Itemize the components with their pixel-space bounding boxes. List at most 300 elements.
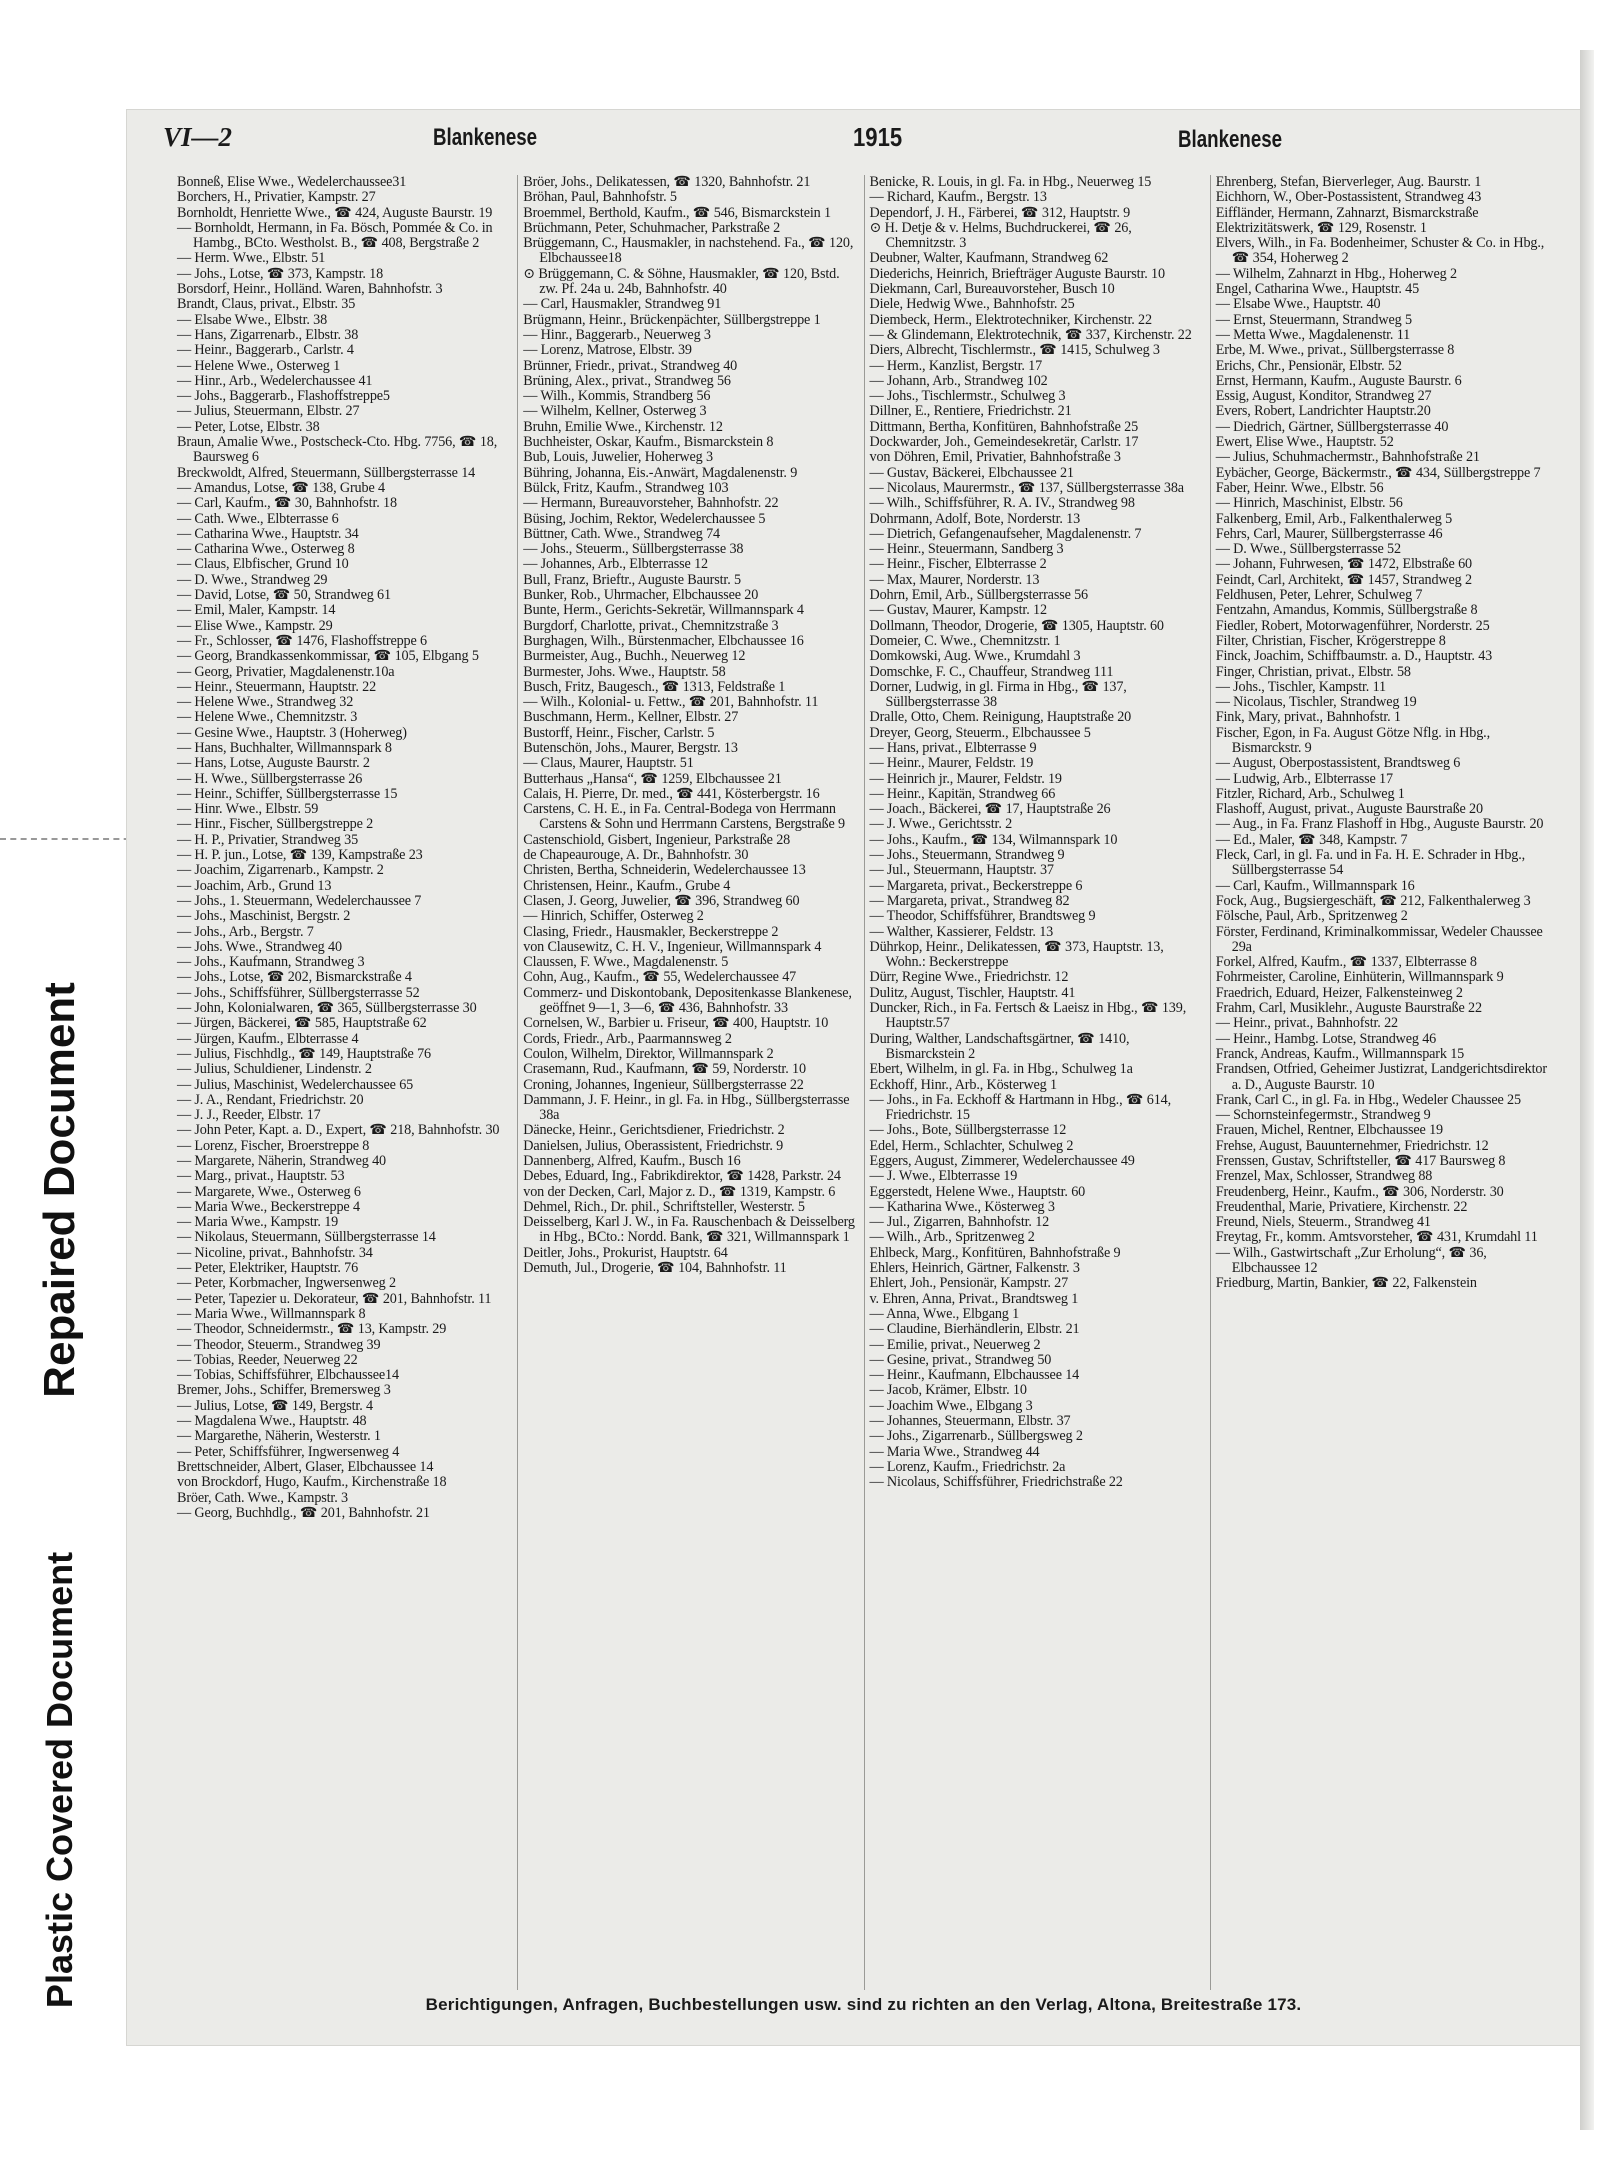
directory-entry: During, Walther, Landschaftsgärtner, ☎ 1410, Bismarckstein 2 bbox=[869, 1030, 1130, 1062]
directory-entry: Christensen, Heinr., Kaufm., Grube 4 bbox=[523, 877, 731, 894]
directory-entry: Clasing, Friedr., Hausmakler, Beckerstreppe 2 bbox=[523, 923, 779, 940]
directory-entry: — Johs., 1. Steuermann, Wedelerchaussee 7 bbox=[177, 892, 422, 909]
directory-entry: Dannenberg, Alfred, Kaufm., Busch 16 bbox=[523, 1153, 741, 1169]
directory-entry: Cords, Friedr., Arb., Paarmannsweg 2 bbox=[523, 1030, 732, 1047]
directory-entry: Commerz- und Diskontobank, Depositenkasse Blankenese, geöffnet 9—1, 3—6, ☎ 436, Bahnhofstr. 33 bbox=[523, 984, 852, 1017]
directory-entry: Eckhoff, Hinr., Arb., Kösterweg 1 bbox=[869, 1076, 1057, 1093]
directory-entry: Büsing, Jochim, Rektor, Wedelerchaussee 5 bbox=[523, 510, 766, 527]
directory-entry: — Amandus, Lotse, ☎ 138, Grube 4 bbox=[177, 479, 385, 496]
directory-entry: — Johann, Arb., Strandweg 102 bbox=[869, 372, 1048, 389]
directory-entry: Deitler, Johs., Prokurist, Hauptstr. 64 bbox=[523, 1244, 728, 1261]
directory-entry: Freudenthal, Marie, Privatiere, Kirchenstr. 22 bbox=[1215, 1198, 1468, 1215]
directory-entry: — Maria Wwe., Strandweg 44 bbox=[869, 1443, 1040, 1460]
directory-entry: — Catharina Wwe., Osterweg 8 bbox=[177, 541, 355, 558]
directory-entry: — Johs., Lotse, ☎ 373, Kampstr. 18 bbox=[177, 265, 384, 282]
directory-entry: Freytag, Fr., komm. Amtsvorsteher, ☎ 431, Krumdahl 11 bbox=[1215, 1229, 1538, 1246]
directory-entry: Burmeister, Aug., Buchh., Neuerweg 12 bbox=[523, 648, 746, 665]
directory-entry: Dohrmann, Adolf, Bote, Norderstr. 13 bbox=[869, 510, 1081, 527]
directory-entry: Burgdorf, Charlotte, privat., Chemnitzstraße 3 bbox=[523, 617, 779, 634]
directory-entry: — Margarete, Wwe., Osterweg 6 bbox=[177, 1183, 361, 1200]
directory-entry: Deisselberg, Karl J. W., in Fa. Rauschenbach & Deisselberg in Hbg., BCto.: Nordd. Bank, ☎ 321, Willmannspark 1 bbox=[523, 1214, 855, 1246]
directory-entry: Diederichs, Heinrich, Briefträger Auguste Baurstr. 10 bbox=[869, 265, 1165, 282]
directory-entry: — Heinr., privat., Bahnhofstr. 22 bbox=[1215, 1015, 1398, 1032]
directory-entry: — Anna, Wwe., Elbgang 1 bbox=[869, 1305, 1020, 1322]
directory-entry: — Georg, Privatier, Magdalenenstr.10a bbox=[177, 663, 395, 680]
directory-entry: Brüchmann, Peter, Schuhmacher, Parkstraße 2 bbox=[523, 219, 781, 236]
directory-entry: — Johs., Schiffsführer, Süllbergsterrasse 52 bbox=[177, 984, 420, 1001]
directory-entry: — Julius, Schuhmachermstr., Bahnhofstraße 21 bbox=[1215, 449, 1480, 466]
publisher-note: Berichtigungen, Anfragen, Buchbestellungen usw. sind zu richten an den Verlag, Altona, Breitestraße 173. bbox=[425, 1995, 1302, 2014]
directory-entry: Fitzler, Richard, Arb., Schulweg 1 bbox=[1215, 785, 1405, 802]
directory-entry: Borchers, H., Privatier, Kampstr. 27 bbox=[177, 189, 376, 206]
page-number: VI—2 bbox=[163, 122, 233, 152]
directory-entry: — Magdalena Wwe., Hauptstr. 48 bbox=[177, 1413, 367, 1430]
directory-entry: Bunte, Herm., Gerichts-Sekretär, Willmannspark 4 bbox=[523, 602, 804, 619]
directory-entry: Claussen, F. Wwe., Magdalenenstr. 5 bbox=[523, 954, 729, 971]
directory-entry: — Jul., Steuermann, Hauptstr. 37 bbox=[869, 862, 1054, 879]
directory-entry: Edel, Herm., Schlachter, Schulweg 2 bbox=[869, 1137, 1074, 1154]
directory-entry: Engel, Catharina Wwe., Hauptstr. 45 bbox=[1215, 281, 1420, 298]
directory-entry: — Johs., Arb., Bergstr. 7 bbox=[177, 923, 314, 940]
directory-entry: — Diedrich, Gärtner, Süllbergsterrasse 40 bbox=[1215, 418, 1449, 435]
directory-entry: Flashoff, August, privat., Auguste Baurstraße 20 bbox=[1215, 801, 1483, 818]
directory-entry: Bröer, Johs., Delikatessen, ☎ 1320, Bahnhofstr. 21 bbox=[523, 175, 811, 190]
directory-entry: Brügmann, Heinr., Brückenpächter, Süllbergstreppe 1 bbox=[523, 311, 821, 328]
directory-entry: Ehlers, Heinrich, Gärtner, Falkenstr. 3 bbox=[869, 1260, 1080, 1277]
directory-entry: Diembeck, Herm., Elektrotechniker, Kirchenstr. 22 bbox=[869, 311, 1152, 328]
directory-entry: — Hinrich, Schiffer, Osterweg 2 bbox=[523, 908, 704, 925]
directory-entry: — Lorenz, Fischer, Broerstreppe 8 bbox=[177, 1137, 370, 1154]
directory-entry: — Elsabe Wwe., Hauptstr. 40 bbox=[1215, 296, 1381, 313]
directory-entry: — Julius, Lotse, ☎ 149, Bergstr. 4 bbox=[177, 1397, 373, 1414]
directory-entry: Frahm, Carl, Musiklehr., Auguste Baurstraße 22 bbox=[1215, 1000, 1482, 1017]
directory-entry: — Margarethe, Näherin, Westerstr. 1 bbox=[177, 1428, 381, 1445]
directory-entry: — Wilhelm, Zahnarzt in Hbg., Hoherweg 2 bbox=[1215, 265, 1457, 282]
directory-entry: Domeier, C. Wwe., Chemnitzstr. 1 bbox=[869, 632, 1061, 649]
directory-entry: — Joachim, Arb., Grund 13 bbox=[177, 877, 332, 894]
directory-entry: — Wilh., Kommis, Strandberg 56 bbox=[523, 388, 711, 405]
directory-entry: Borsdorf, Heinr., Holländ. Waren, Bahnhofstr. 3 bbox=[177, 281, 443, 298]
directory-entry: Forkel, Alfred, Kaufm., ☎ 1337, Elbterrasse 8 bbox=[1215, 954, 1477, 971]
directory-entry: Feldhusen, Peter, Lehrer, Schulweg 7 bbox=[1215, 587, 1423, 604]
directory-entry: Burghagen, Wilh., Bürstenmacher, Elbchaussee 16 bbox=[523, 632, 804, 649]
directory-entry: Freund, Niels, Steuerm., Strandweg 41 bbox=[1215, 1214, 1431, 1231]
directory-entry: Filter, Christian, Fischer, Krögerstreppe 8 bbox=[1215, 632, 1446, 649]
directory-entry: Bröhan, Paul, Bahnhofstr. 5 bbox=[523, 189, 677, 206]
directory-entry: — Hinr., Arb., Wedelerchaussee 41 bbox=[177, 372, 373, 389]
directory-entry: — Johs. Wwe., Strandweg 40 bbox=[177, 938, 342, 955]
directory-entry: — Carl, Hausmakler, Strandweg 91 bbox=[523, 296, 722, 313]
directory-entry: — Schornsteinfegermstr., Strandweg 9 bbox=[1215, 1107, 1431, 1124]
directory-entry: — Maria Wwe., Beckerstreppe 4 bbox=[177, 1198, 360, 1215]
directory-entry: Fischer, Egon, in Fa. August Götze Nflg. in Hbg., Bismarckstr. 9 bbox=[1215, 724, 1490, 756]
running-title-left: Blankenese bbox=[433, 124, 538, 151]
directory-entry: — John Peter, Kapt. a. D., Expert, ☎ 218, Bahnhofstr. 30 bbox=[177, 1122, 500, 1139]
directory-entry: — Gesine Wwe., Hauptstr. 3 (Hoherweg) bbox=[177, 724, 407, 741]
directory-entry: — Johannes, Steuermann, Elbstr. 37 bbox=[869, 1413, 1071, 1430]
directory-entry: Frauen, Michel, Rentner, Elbchaussee 19 bbox=[1215, 1122, 1443, 1139]
directory-entry: — Julius, Maschinist, Wedelerchaussee 65 bbox=[177, 1076, 414, 1093]
directory-entry: — Georg, Brandkassenkommissar, ☎ 105, Elbgang 5 bbox=[177, 648, 479, 665]
directory-entry: — Hinrich, Maschinist, Elbstr. 56 bbox=[1215, 495, 1403, 512]
directory-entry: Bremer, Johs., Schiffer, Bremersweg 3 bbox=[177, 1382, 391, 1399]
directory-entry: Fraedrich, Eduard, Heizer, Falkensteinweg 2 bbox=[1215, 984, 1463, 1001]
directory-entry: Carstens, C. H. E., in Fa. Central-Bodega von Herrmann Carstens & Sohn und Herrmann Carstens, Bergstraße 9 bbox=[523, 801, 845, 833]
directory-entry: — Wilh., Arb., Spritzenweg 2 bbox=[869, 1229, 1035, 1246]
directory-entry: Bülck, Fritz, Kaufm., Strandweg 103 bbox=[523, 479, 729, 496]
directory-entry: — D. Wwe., Strandweg 29 bbox=[177, 571, 328, 588]
directory-entry: — J. Wwe., Elbterrasse 19 bbox=[869, 1168, 1018, 1185]
directory-entry: Danielsen, Julius, Oberassistent, Friedrichstr. 9 bbox=[523, 1137, 784, 1154]
directory-entry: — Wilh., Gastwirtschaft „Zur Erholung“, ☎ 36, Elbchaussee 12 bbox=[1215, 1244, 1487, 1277]
directory-entry: — Claudine, Bierhändlerin, Elbstr. 21 bbox=[869, 1321, 1080, 1338]
directory-entry: — Julius, Schuldiener, Lindenstr. 2 bbox=[177, 1061, 372, 1078]
directory-entry: — Helene Wwe., Osterweg 1 bbox=[177, 357, 341, 374]
directory-entry: — Claus, Elbfischer, Grund 10 bbox=[177, 556, 349, 573]
directory-entry: Evers, Robert, Landrichter Hauptstr.20 bbox=[1215, 403, 1431, 420]
directory-entry: Eichhorn, W., Ober-Postassistent, Strandweg 43 bbox=[1215, 189, 1482, 206]
directory-entry: Brünner, Friedr., privat., Strandweg 40 bbox=[523, 357, 738, 374]
directory-entry: — Gesine, privat., Strandweg 50 bbox=[869, 1351, 1052, 1368]
directory-entry: — Joach., Bäckerei, ☎ 17, Hauptstraße 26 bbox=[869, 801, 1111, 818]
directory-entry: Elvers, Wilh., in Fa. Bodenheimer, Schuster & Co. in Hbg., ☎ 354, Hoherweg 2 bbox=[1215, 235, 1545, 267]
directory-entry: — Marg., privat., Hauptstr. 53 bbox=[177, 1168, 345, 1185]
directory-entry: Bonneß, Elise Wwe., Wedelerchaussee31 bbox=[177, 175, 407, 190]
directory-entry: — Johs., Baggerarb., Flashoffstreppe5 bbox=[177, 388, 390, 405]
directory-entry: Bröer, Cath. Wwe., Kampstr. 3 bbox=[177, 1489, 348, 1506]
directory-entry: Eybächer, George, Bäckermstr., ☎ 434, Süllbergstreppe 7 bbox=[1215, 464, 1541, 481]
directory-entry: — Theodor, Schneidermstr., ☎ 13, Kampstr. 29 bbox=[177, 1321, 447, 1338]
directory-entry: Frenzel, Max, Schlosser, Strandweg 88 bbox=[1215, 1168, 1433, 1185]
side-labels bbox=[0, 0, 120, 2177]
directory-entry: — Lorenz, Kaufm., Friedrichstr. 2a bbox=[869, 1458, 1066, 1475]
directory-columns bbox=[172, 175, 1557, 1990]
directory-entry: Buchheister, Oskar, Kaufm., Bismarckstein 8 bbox=[523, 434, 774, 451]
directory-entry: Eggers, August, Zimmerer, Wedelerchaussee 49 bbox=[869, 1153, 1135, 1169]
directory-entry: — Emil, Maler, Kampstr. 14 bbox=[177, 602, 336, 619]
directory-entry: von Brockdorf, Hugo, Kaufm., Kirchenstraße 18 bbox=[177, 1474, 447, 1491]
perforation-line bbox=[0, 838, 140, 840]
directory-entry: — Hans, Lotse, Auguste Baurstr. 2 bbox=[177, 755, 370, 772]
directory-entry: — August, Oberpostassistent, Brandtsweg 6 bbox=[1215, 755, 1461, 772]
directory-entry: — Carl, Kaufm., Willmannspark 16 bbox=[1215, 877, 1415, 894]
directory-entry: Bustorff, Heinr., Fischer, Carlstr. 5 bbox=[523, 724, 715, 741]
directory-entry: — Hinr. Wwe., Elbstr. 59 bbox=[177, 801, 319, 818]
directory-entry: — Hinr., Baggerarb., Neuerweg 3 bbox=[523, 326, 711, 343]
directory-entry: — Maria Wwe., Kampstr. 19 bbox=[177, 1214, 339, 1231]
directory-entry: Dürr, Regine Wwe., Friedrichstr. 12 bbox=[869, 969, 1069, 986]
directory-entry: Ehrenberg, Stefan, Bierverleger, Aug. Baurstr. 1 bbox=[1215, 175, 1482, 190]
directory-entry: — Tobias, Schiffsführer, Elbchaussee14 bbox=[177, 1367, 399, 1384]
directory-entry: — Maria Wwe., Willmannspark 8 bbox=[177, 1305, 366, 1322]
directory-entry: Franck, Andreas, Kaufm., Willmannspark 15 bbox=[1215, 1045, 1465, 1062]
directory-entry: Crasemann, Rud., Kaufmann, ☎ 59, Norderstr. 10 bbox=[523, 1061, 806, 1078]
directory-entry: — Peter, Schiffsführer, Ingwersenweg 4 bbox=[177, 1443, 400, 1460]
directory-entry: — H. P., Privatier, Strandweg 35 bbox=[177, 831, 359, 848]
directory-entry: Dehmel, Rich., Dr. phil., Schriftsteller, Westerstr. 5 bbox=[523, 1198, 805, 1215]
directory-entry: — Hermann, Bureauvorsteher, Bahnhofstr. 22 bbox=[523, 495, 779, 512]
directory-entry: — Hans, Buchhalter, Willmannspark 8 bbox=[177, 739, 392, 756]
directory-entry: — Walther, Kassierer, Feldstr. 13 bbox=[869, 923, 1054, 940]
directory-entry: — Nicolaus, Maurermstr., ☎ 137, Süllbergsterrasse 38a bbox=[869, 479, 1184, 496]
directory-entry: — Nicoline, privat., Bahnhofstr. 34 bbox=[177, 1244, 373, 1261]
directory-entry: — Heinr., Steuermann, Sandberg 3 bbox=[869, 541, 1064, 558]
directory-entry: — Wilh., Schiffsführer, R. A. IV., Strandweg 98 bbox=[869, 495, 1135, 512]
directory-entry: Dockwarder, Joh., Gemeindesekretär, Carlstr. 17 bbox=[869, 434, 1139, 451]
directory-entry: — Ed., Maler, ☎ 348, Kampstr. 7 bbox=[1215, 831, 1408, 848]
directory-entry: — Julius, Steuermann, Elbstr. 27 bbox=[177, 403, 360, 420]
directory-entry: — Johs., Zigarrenarb., Süllbergsweg 2 bbox=[869, 1428, 1083, 1445]
directory-entry: — Jacob, Krämer, Elbstr. 10 bbox=[869, 1382, 1027, 1399]
directory-entry: — Heinr., Fischer, Elbterrasse 2 bbox=[869, 556, 1047, 573]
directory-entry: — J. J., Reeder, Elbstr. 17 bbox=[177, 1107, 321, 1124]
directory-entry: — Hinr., Fischer, Süllbergstreppe 2 bbox=[177, 816, 374, 833]
directory-entry: Demuth, Jul., Drogerie, ☎ 104, Bahnhofstr. 11 bbox=[523, 1260, 787, 1277]
directory-entry: — Carl, Kaufm., ☎ 30, Bahnhofstr. 18 bbox=[177, 495, 397, 512]
directory-entry: Diers, Albrecht, Tischlermstr., ☎ 1415, Schulweg 3 bbox=[869, 342, 1160, 359]
directory-entry: — Margareta, privat., Strandweg 82 bbox=[869, 892, 1070, 909]
directory-entry: Frehse, August, Bauunternehmer, Friedrichstr. 12 bbox=[1215, 1137, 1489, 1154]
directory-entry: Eiffländer, Hermann, Zahnarzt, Bismarckstraße bbox=[1215, 204, 1479, 221]
directory-entry: Dohrn, Emil, Arb., Süllbergsterrasse 56 bbox=[869, 587, 1088, 604]
directory-entry: Feindt, Carl, Architekt, ☎ 1457, Strandweg 2 bbox=[1215, 571, 1472, 588]
column-2 bbox=[518, 175, 864, 1990]
directory-entry: — Ludwig, Arb., Elbterrasse 17 bbox=[1215, 770, 1393, 787]
directory-entry: de Chapeaurouge, A. Dr., Bahnhofstr. 30 bbox=[523, 847, 749, 864]
directory-entry: Ernst, Hermann, Kaufm., Auguste Baurstr. 6 bbox=[1215, 372, 1462, 389]
directory-entry: Dependorf, J. H., Färberei, ☎ 312, Hauptstr. 9 bbox=[869, 204, 1131, 221]
directory-entry: — Tobias, Reeder, Neuerweg 22 bbox=[177, 1351, 358, 1368]
directory-entry: — Herm., Kanzlist, Bergstr. 17 bbox=[869, 357, 1043, 374]
directory-entry: Deubner, Walter, Kaufmann, Strandweg 62 bbox=[869, 250, 1109, 267]
directory-entry: Dittmann, Bertha, Konfitüren, Bahnhofstraße 25 bbox=[869, 418, 1139, 435]
directory-entry: Butenschön, Johs., Maurer, Bergstr. 13 bbox=[523, 739, 738, 756]
directory-entry: Braun, Amalie Wwe., Postscheck-Cto. Hbg. 7756, ☎ 18, Baursweg 6 bbox=[177, 434, 498, 466]
directory-entry: — Hans, privat., Elbterrasse 9 bbox=[869, 739, 1037, 756]
directory-entry: — Cath. Wwe., Elbterrasse 6 bbox=[177, 510, 339, 527]
directory-entry: ⊙ H. Detje & v. Helms, Buchdruckerei, ☎ 26, Chemnitzstr. 3 bbox=[869, 219, 1132, 252]
directory-entry: Elektrizitätswerk, ☎ 129, Rosenstr. 1 bbox=[1215, 219, 1427, 236]
directory-entry: — Max, Maurer, Norderstr. 13 bbox=[869, 571, 1040, 588]
directory-entry: — Heinr., Steuermann, Hauptstr. 22 bbox=[177, 678, 377, 695]
directory-entry: — Gustav, Bäckerei, Elbchaussee 21 bbox=[869, 464, 1074, 481]
column-1 bbox=[172, 175, 518, 1990]
directory-entry: Fentzahn, Amandus, Kommis, Süllbergstraße 8 bbox=[1215, 602, 1478, 619]
directory-entry: Diekmann, Carl, Bureauvorsteher, Busch 10 bbox=[869, 281, 1115, 298]
directory-entry: Dillner, E., Rentiere, Friedrichstr. 21 bbox=[869, 403, 1072, 420]
directory-entry: Dulitz, August, Tischler, Hauptstr. 41 bbox=[869, 984, 1076, 1001]
directory-page bbox=[127, 110, 1580, 2045]
directory-entry: — Joachim, Zigarrenarb., Kampstr. 2 bbox=[177, 862, 384, 879]
directory-entry: — David, Lotse, ☎ 50, Strandweg 61 bbox=[177, 587, 391, 604]
directory-entry: — Peter, Elektriker, Hauptstr. 76 bbox=[177, 1260, 359, 1277]
directory-entry: — Jürgen, Kaufm., Elbterrasse 4 bbox=[177, 1030, 359, 1047]
directory-entry: — Johs., Lotse, ☎ 202, Bismarckstraße 4 bbox=[177, 969, 412, 986]
directory-entry: Frandsen, Otfried, Geheimer Justizrat, Landgerichtsdirektor a. D., Auguste Baurstr. 10 bbox=[1215, 1061, 1547, 1093]
directory-entry: — Peter, Tapezier u. Dekorateur, ☎ 201, Bahnhofstr. 11 bbox=[177, 1290, 492, 1307]
directory-entry: Bühring, Johanna, Eis.-Anwärt, Magdalenenstr. 9 bbox=[523, 464, 798, 481]
directory-entry: — Jürgen, Bäckerei, ☎ 585, Hauptstraße 62 bbox=[177, 1015, 427, 1032]
directory-entry: — Catharina Wwe., Hauptstr. 34 bbox=[177, 525, 359, 542]
directory-entry: — Nicolaus, Tischler, Strandweg 19 bbox=[1215, 694, 1417, 711]
directory-entry: — Peter, Lotse, Elbstr. 38 bbox=[177, 418, 320, 435]
directory-entry: Fohrmeister, Caroline, Einhüterin, Willmannspark 9 bbox=[1215, 969, 1504, 986]
directory-entry: — Johs., Steuermann, Strandweg 9 bbox=[869, 847, 1065, 864]
directory-entry: — Heinr., Baggerarb., Carlstr. 4 bbox=[177, 342, 354, 359]
directory-entry: Ehlbeck, Marg., Konfitüren, Bahnhofstraße 9 bbox=[869, 1244, 1121, 1261]
directory-entry: — Nikolaus, Steuermann, Süllbergsterrasse 14 bbox=[177, 1229, 436, 1246]
directory-entry: Buschmann, Herm., Kellner, Elbstr. 27 bbox=[523, 709, 739, 726]
directory-entry: — Wilhelm, Kellner, Osterweg 3 bbox=[523, 403, 707, 420]
directory-entry: — Margarete, Näherin, Strandweg 40 bbox=[177, 1153, 386, 1169]
directory-entry: — Georg, Buchhdlg., ☎ 201, Bahnhofstr. 21 bbox=[177, 1504, 430, 1521]
directory-entry: — H. P. jun., Lotse, ☎ 139, Kampstraße 23 bbox=[177, 847, 423, 864]
directory-entry: — Helene Wwe., Strandweg 32 bbox=[177, 694, 354, 711]
directory-entry: — Aug., in Fa. Franz Flashoff in Hbg., Auguste Baurstr. 20 bbox=[1215, 816, 1544, 833]
directory-entry: Dammann, J. F. Heinr., in gl. Fa. in Hbg., Süllbergsterrasse 38a bbox=[523, 1091, 850, 1124]
directory-entry: Bunker, Rob., Uhrmacher, Elbchaussee 20 bbox=[523, 587, 759, 604]
directory-entry: von der Decken, Carl, Major z. D., ☎ 1319, Kampstr. 6 bbox=[523, 1183, 836, 1200]
directory-entry: Fink, Mary, privat., Bahnhofstr. 1 bbox=[1215, 709, 1401, 726]
column-4 bbox=[1211, 175, 1557, 1990]
directory-entry: Cornelsen, W., Barbier u. Friseur, ☎ 400, Hauptstr. 10 bbox=[523, 1015, 829, 1032]
directory-entry: — Johs., Maschinist, Bergstr. 2 bbox=[177, 908, 351, 925]
directory-entry: Christen, Bertha, Schneiderin, Wedelerchaussee 13 bbox=[523, 862, 806, 879]
directory-entry: Croning, Johannes, Ingenieur, Süllbergsterrasse 22 bbox=[523, 1076, 804, 1093]
directory-entry: — Johs., Tischlermstr., Schulweg 3 bbox=[869, 388, 1066, 405]
directory-entry: — Heinr., Hambg. Lotse, Strandweg 46 bbox=[1215, 1030, 1437, 1047]
directory-entry: Dralle, Otto, Chem. Reinigung, Hauptstraße 20 bbox=[869, 709, 1132, 726]
directory-entry: Fleck, Carl, in gl. Fa. und in Fa. H. E. Schrader in Hbg., Süllbergsterrasse 54 bbox=[1215, 847, 1526, 879]
directory-entry: Dührkop, Heinr., Delikatessen, ☎ 373, Hauptstr. 13, Wohn.: Beckerstreppe bbox=[869, 938, 1164, 971]
directory-entry: Brettschneider, Albert, Glaser, Elbchaussee 14 bbox=[177, 1458, 434, 1475]
directory-entry: — Fr., Schlosser, ☎ 1476, Flashoffstreppe 6 bbox=[177, 632, 427, 649]
directory-entry: — Heinr., Schiffer, Süllbergsterrasse 15 bbox=[177, 785, 398, 802]
directory-entry: Ehlert, Joh., Pensionär, Kampstr. 27 bbox=[869, 1275, 1069, 1292]
directory-entry: — J. Wwe., Gerichtsstr. 2 bbox=[869, 816, 1013, 833]
directory-entry: — Claus, Maurer, Hauptstr. 51 bbox=[523, 755, 694, 772]
directory-entry: — Helene Wwe., Chemnitzstr. 3 bbox=[177, 709, 358, 726]
directory-entry: — Heinr., Kaufmann, Elbchaussee 14 bbox=[869, 1367, 1080, 1384]
year: 1915 bbox=[853, 122, 903, 152]
directory-entry: Frank, Carl C., in gl. Fa. in Hbg., Wedeler Chaussee 25 bbox=[1215, 1091, 1521, 1108]
directory-entry: Bornholdt, Henriette Wwe., ☎ 424, Auguste Baurstr. 19 bbox=[177, 204, 493, 221]
directory-entry: Brandt, Claus, privat., Elbstr. 35 bbox=[177, 296, 356, 313]
directory-entry: — Wilh., Kolonial- u. Fettw., ☎ 201, Bahnhofstr. 11 bbox=[523, 694, 819, 711]
directory-entry: — Johs., Tischler, Kampstr. 11 bbox=[1215, 678, 1386, 695]
repaired-document-label: Repaired Document bbox=[35, 982, 84, 1398]
running-title-right: Blankenese bbox=[1178, 126, 1283, 153]
directory-entry: — Heinr., Maurer, Feldstr. 19 bbox=[869, 755, 1034, 772]
directory-entry: — Julius, Fischhdlg., ☎ 149, Hauptstraße 76 bbox=[177, 1045, 431, 1062]
directory-entry: Cohn, Aug., Kaufm., ☎ 55, Wedelerchaussee 47 bbox=[523, 969, 797, 986]
directory-entry: Erbe, M. Wwe., privat., Süllbergsterrasse 8 bbox=[1215, 342, 1455, 359]
directory-entry: — Richard, Kaufm., Bergstr. 13 bbox=[869, 189, 1047, 206]
directory-entry: Fehrs, Carl, Maurer, Süllbergsterrasse 46 bbox=[1215, 525, 1443, 542]
directory-entry: Dreyer, Georg, Steuerm., Elbchaussee 5 bbox=[869, 724, 1091, 741]
directory-entry: ⊙ Brüggemann, C. & Söhne, Hausmakler, ☎ 120, Bstd. zw. Pf. 24a u. 24b, Bahnhofstr. 40 bbox=[523, 265, 840, 298]
directory-entry: Bub, Louis, Juwelier, Hoherweg 3 bbox=[523, 449, 713, 466]
directory-entry: Domkowski, Aug. Wwe., Krumdahl 3 bbox=[869, 648, 1081, 665]
directory-entry: Benicke, R. Louis, in gl. Fa. in Hbg., Neuerweg 15 bbox=[869, 175, 1152, 190]
directory-entry: — H. Wwe., Süllbergsterrasse 26 bbox=[177, 770, 363, 787]
directory-entry: Ewert, Elise Wwe., Hauptstr. 52 bbox=[1215, 434, 1394, 451]
directory-entry: Freudenberg, Heinr., Kaufm., ☎ 306, Norderstr. 30 bbox=[1215, 1183, 1504, 1200]
directory-entry: Busch, Fritz, Baugesch., ☎ 1313, Feldstraße 1 bbox=[523, 678, 786, 695]
directory-entry: — Ernst, Steuermann, Strandweg 5 bbox=[1215, 311, 1412, 328]
directory-entry: — Theodor, Schiffsführer, Brandtsweg 9 bbox=[869, 908, 1096, 925]
directory-entry: Clasen, J. Georg, Juwelier, ☎ 396, Strandweg 60 bbox=[523, 892, 800, 909]
directory-entry: — Lorenz, Matrose, Elbstr. 39 bbox=[523, 342, 692, 359]
directory-entry: — Johs., Kaufmann, Strandweg 3 bbox=[177, 954, 365, 971]
directory-entry: Faber, Heinr. Wwe., Elbstr. 56 bbox=[1215, 479, 1384, 496]
directory-entry: Broemmel, Berthold, Kaufm., ☎ 546, Bismarckstein 1 bbox=[523, 204, 831, 221]
directory-entry: — Dietrich, Gefangenaufseher, Magdalenenstr. 7 bbox=[869, 525, 1142, 542]
directory-entry: Essig, August, Konditor, Strandweg 27 bbox=[1215, 388, 1432, 405]
directory-entry: Debes, Eduard, Ing., Fabrikdirektor, ☎ 1428, Parkstr. 24 bbox=[523, 1168, 841, 1185]
directory-entry: — & Glindemann, Elektrotechnik, ☎ 337, Kirchenstr. 22 bbox=[869, 326, 1192, 343]
directory-entry: Calais, H. Pierre, Dr. med., ☎ 441, Kösterbergstr. 16 bbox=[523, 785, 820, 802]
directory-entry: Coulon, Wilhelm, Direktor, Willmannspark 2 bbox=[523, 1045, 774, 1062]
directory-entry: Fock, Aug., Bugsiergeschäft, ☎ 212, Falkenthalerweg 3 bbox=[1215, 892, 1531, 909]
directory-entry: Castenschiold, Gisbert, Ingenieur, Parkstraße 28 bbox=[523, 831, 791, 848]
directory-entry: Förster, Ferdinand, Kriminalkommissar, Wedeler Chaussee 29a bbox=[1215, 923, 1543, 955]
directory-entry: — Johann, Fuhrwesen, ☎ 1472, Elbstraße 60 bbox=[1215, 556, 1472, 573]
directory-entry: Diele, Hedwig Wwe., Bahnhofstr. 25 bbox=[869, 296, 1075, 313]
directory-entry: Dollmann, Theodor, Drogerie, ☎ 1305, Hauptstr. 60 bbox=[869, 617, 1164, 634]
directory-entry: Falkenberg, Emil, Arb., Falkenthalerweg 5 bbox=[1215, 510, 1453, 527]
directory-entry: Dorner, Ludwig, in gl. Firma in Hbg., ☎ 137, Süllbergsterrasse 38 bbox=[869, 678, 1127, 711]
directory-entry: — Metta Wwe., Magdalenenstr. 11 bbox=[1215, 326, 1411, 343]
directory-entry: — Theodor, Steuerm., Strandweg 39 bbox=[177, 1336, 381, 1353]
directory-entry: — J. A., Rendant, Friedrichstr. 20 bbox=[177, 1091, 364, 1108]
directory-entry: Bruhn, Emilie Wwe., Kirchenstr. 12 bbox=[523, 418, 723, 435]
directory-entry: Domschke, F. C., Chauffeur, Strandweg 111 bbox=[869, 663, 1114, 680]
directory-entry: Friedburg, Martin, Bankier, ☎ 22, Falkenstein bbox=[1215, 1275, 1477, 1292]
directory-entry: Eggerstedt, Helene Wwe., Hauptstr. 60 bbox=[869, 1183, 1086, 1200]
directory-entry: Duncker, Rich., in Fa. Fertsch & Laeisz in Hbg., ☎ 139, Hauptstr.57 bbox=[869, 1000, 1187, 1032]
directory-entry: Dänecke, Heinr., Gerichtsdiener, Friedrichstr. 2 bbox=[523, 1122, 785, 1139]
directory-entry: — Johs., in Fa. Eckhoff & Hartmann in Hbg., ☎ 614, Friedrichstr. 15 bbox=[869, 1091, 1172, 1124]
directory-entry: Bull, Franz, Brieftr., Auguste Baurstr. 5 bbox=[523, 571, 741, 588]
directory-entry: — Margareta, privat., Beckerstreppe 6 bbox=[869, 877, 1083, 894]
directory-entry: — D. Wwe., Süllbergsterrasse 52 bbox=[1215, 541, 1401, 558]
directory-entry: — John, Kolonialwaren, ☎ 365, Süllbergsterrasse 30 bbox=[177, 1000, 477, 1017]
directory-entry: — Heinr., Kapitän, Strandweg 66 bbox=[869, 785, 1056, 802]
directory-entry: Butterhaus „Hansa“, ☎ 1259, Elbchaussee 21 bbox=[523, 770, 782, 787]
directory-entry: v. Ehren, Anna, Privat., Brandtsweg 1 bbox=[869, 1290, 1079, 1307]
directory-entry: von Clausewitz, C. H. V., Ingenieur, Willmannspark 4 bbox=[523, 938, 822, 955]
directory-entry: — Jul., Zigarren, Bahnhofstr. 12 bbox=[869, 1214, 1050, 1231]
page-header bbox=[163, 116, 1544, 160]
directory-entry: Brüggemann, C., Hausmakler, in nachstehend. Fa., ☎ 120, Elbchaussee18 bbox=[523, 235, 854, 267]
directory-entry: — Nicolaus, Schiffsführer, Friedrichstraße 22 bbox=[869, 1474, 1123, 1491]
directory-entry: — Elise Wwe., Kampstr. 29 bbox=[177, 617, 333, 634]
directory-entry: Finck, Joachim, Schiffbaumstr. a. D., Hauptstr. 43 bbox=[1215, 648, 1493, 665]
directory-entry: Büttner, Cath. Wwe., Strandweg 74 bbox=[523, 525, 721, 542]
directory-entry: — Gustav, Maurer, Kampstr. 12 bbox=[869, 602, 1047, 619]
directory-entry: — Johannes, Arb., Elbterrasse 12 bbox=[523, 556, 708, 573]
directory-entry: — Katharina Wwe., Kösterweg 3 bbox=[869, 1198, 1055, 1215]
directory-entry: Fölsche, Paul, Arb., Spritzenweg 2 bbox=[1215, 908, 1408, 925]
plastic-covered-document-label: Plastic Covered Document bbox=[39, 1551, 80, 2009]
directory-entry: Breckwoldt, Alfred, Steuermann, Süllbergsterrasse 14 bbox=[177, 464, 476, 481]
directory-entry: Brüning, Alex., privat., Strandweg 56 bbox=[523, 372, 731, 389]
directory-entry: Fiedler, Robert, Motorwagenführer, Norderstr. 25 bbox=[1215, 617, 1490, 634]
directory-entry: Ebert, Wilhelm, in gl. Fa. in Hbg., Schulweg 1a bbox=[869, 1061, 1133, 1078]
directory-entry: — Heinrich jr., Maurer, Feldstr. 19 bbox=[869, 770, 1062, 787]
directory-entry: — Herm. Wwe., Elbstr. 51 bbox=[177, 250, 326, 267]
